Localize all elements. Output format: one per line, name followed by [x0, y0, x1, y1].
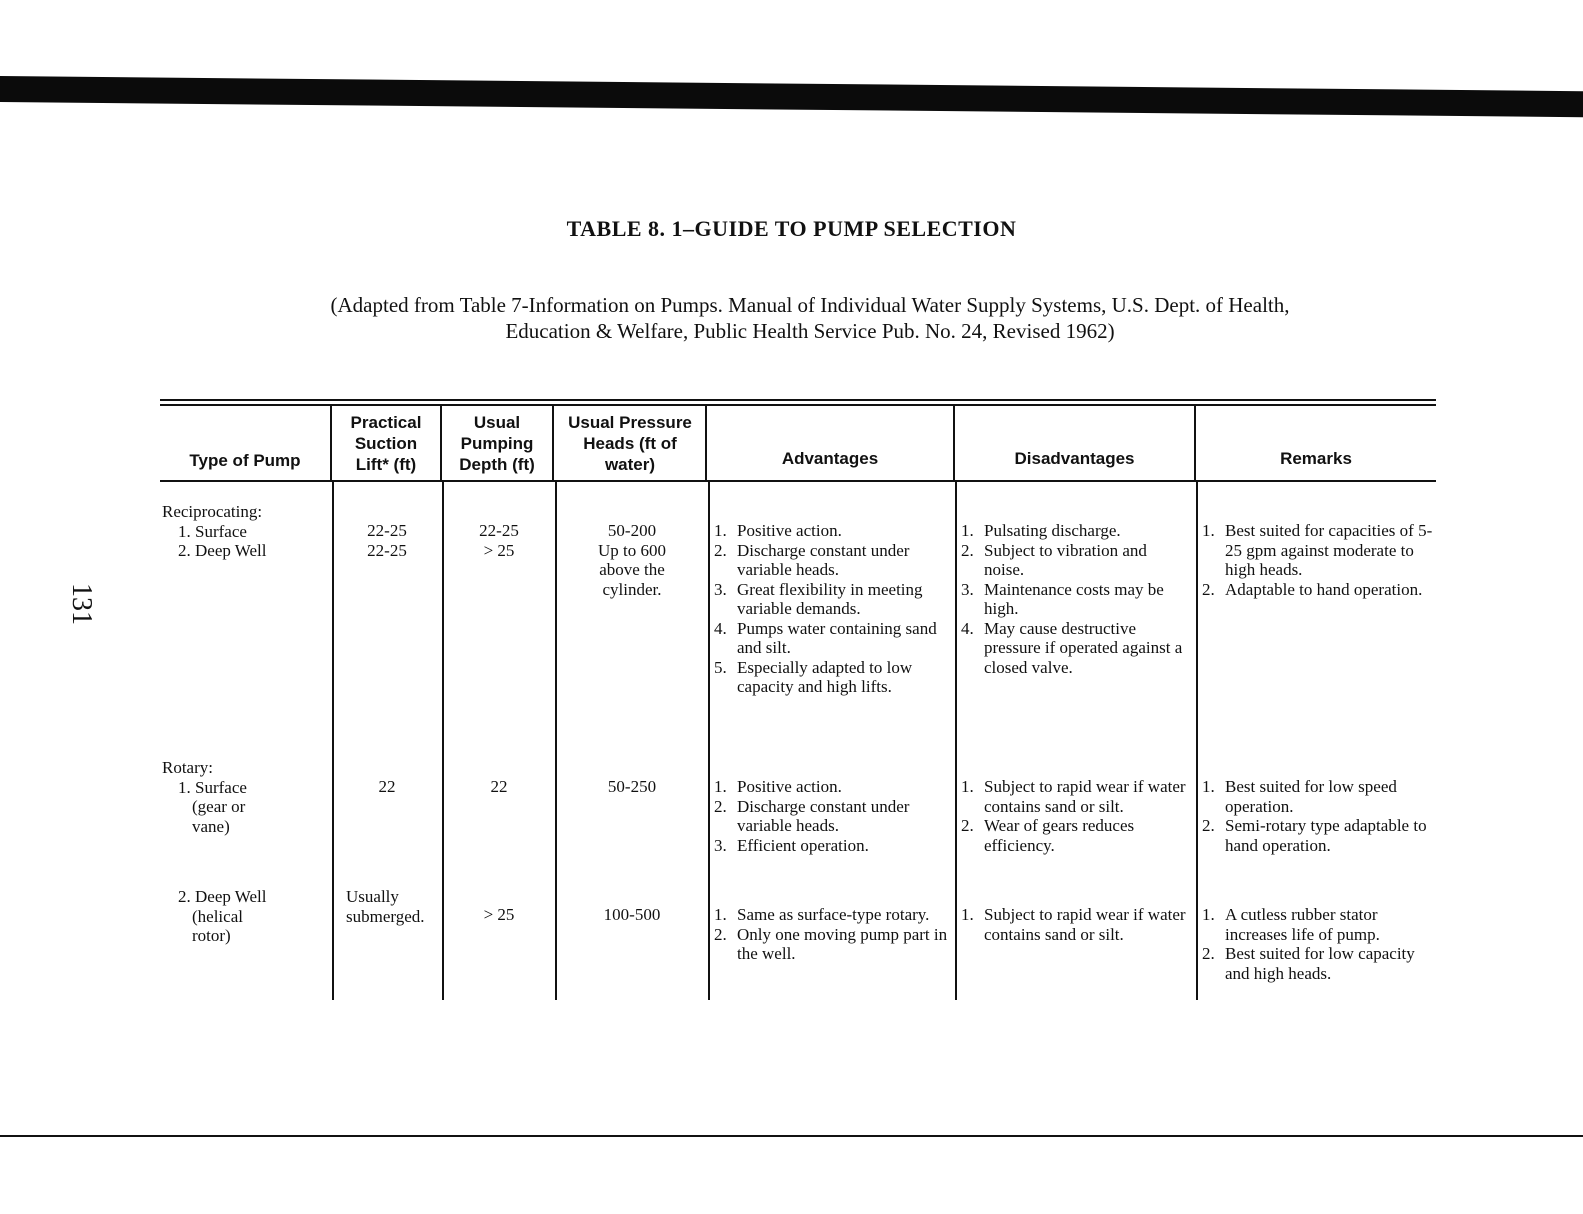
pump-type: 2. Deep Well: [178, 887, 267, 906]
value: submerged.: [346, 906, 425, 926]
col-divider: [955, 482, 957, 1000]
table-title: TABLE 8. 1–GUIDE TO PUMP SELECTION: [566, 216, 1017, 241]
row-rotary-surface-disadvantages: [961, 777, 1191, 855]
remark-item: Best suited for low capacity and high heads.: [1225, 944, 1415, 983]
advantage-item: Same as surface-type rotary.: [737, 905, 930, 924]
disadvantage-item: May cause destructive pressure if operated against a closed valve.: [984, 618, 1183, 677]
subtitle-line-1: (Adapted from Table 7-Information on Pumps. Manual of Individual Water Supply Systems, U.S. Dept. of Health,: [330, 293, 1290, 317]
header-line: Lift* (ft): [355, 455, 417, 474]
header-line: Practical: [350, 413, 422, 432]
pump-type: 2. Deep Well: [178, 541, 267, 560]
value: 22-25: [367, 521, 407, 540]
row-rotary-surface-depth: 22: [490, 777, 508, 796]
value: cylinder.: [602, 579, 662, 599]
top-scan-bar: [0, 76, 1583, 117]
page-number: 131: [66, 583, 97, 625]
bottom-rule: [0, 1135, 1583, 1137]
header-line: Depth (ft): [459, 455, 535, 474]
header-advantages: Advantages: [781, 449, 879, 468]
row-rotary-deep-disadvantages: [961, 905, 1191, 944]
row-reciprocating-remarks: [1202, 521, 1438, 599]
advantage-item: Pumps water containing sand and silt.: [737, 618, 937, 657]
col-divider: [708, 482, 710, 1000]
advantage-item: Great flexibility in meeting variable demands.: [737, 579, 923, 618]
advantage-item: Especially adapted to low capacity and high lifts.: [737, 657, 913, 696]
header-line: Suction: [354, 434, 418, 453]
disadvantage-item: Maintenance costs may be high.: [984, 579, 1164, 618]
header-type-of-pump: Type of Pump: [189, 451, 301, 470]
row-reciprocating-pressure: [557, 521, 707, 599]
row-rotary-surface-suction: 22: [378, 777, 396, 796]
advantage-item: Discharge constant under variable heads.: [737, 796, 910, 835]
remark-item: Semi-rotary type adaptable to hand operation.: [1225, 816, 1427, 855]
row-rotary-surface-remarks: [1202, 777, 1438, 855]
disadvantage-item: Wear of gears reduces efficiency.: [984, 816, 1135, 855]
value: Usually: [346, 887, 399, 906]
pump-group-label: Rotary:: [162, 758, 213, 777]
pump-type: 1. Surface: [178, 521, 247, 541]
header-disadvantages: Disadvantages: [1014, 449, 1135, 468]
advantage-item: Positive action.: [737, 521, 842, 540]
header-suction-lift: [332, 412, 440, 475]
row-reciprocating-advantages: [714, 521, 950, 697]
disadvantage-item: Subject to rapid wear if water contains sand or silt.: [984, 905, 1186, 944]
advantage-item: Positive action.: [737, 777, 842, 796]
header-line: Usual: [473, 413, 521, 432]
pump-type-detail: rotor): [192, 926, 231, 945]
value: above the: [599, 560, 665, 579]
row-reciprocating-type: [162, 502, 330, 561]
pump-type: 1. Surface: [178, 777, 247, 797]
pump-type-detail: (helical: [192, 906, 243, 926]
row-rotary-deep-depth: > 25: [483, 905, 515, 924]
value: 50-200: [607, 521, 657, 540]
pump-type-detail: (gear or: [192, 797, 246, 816]
remark-item: A cutless rubber stator increases life of pump.: [1225, 905, 1380, 944]
row-reciprocating-suction: [334, 521, 440, 560]
subtitle-line-2: Education & Welfare, Public Health Service Pub. No. 24, Revised 1962): [505, 319, 1115, 343]
row-rotary-deep-pressure: 100-500: [603, 905, 661, 924]
disadvantage-item: Subject to vibration and noise.: [984, 540, 1147, 579]
row-rotary-deep-advantages: [714, 905, 950, 964]
value: Up to 600: [598, 540, 666, 560]
header-pumping-depth: [442, 412, 552, 475]
row-rotary-surface-type: [162, 758, 330, 836]
remark-item: Best suited for capacities of 5-25 gpm against moderate to high heads.: [1225, 521, 1433, 579]
row-reciprocating-disadvantages: [961, 521, 1191, 677]
table-subtitle: [230, 292, 1390, 344]
remark-item: Best suited for low speed operation.: [1225, 777, 1397, 816]
header-line: Usual Pressure: [568, 413, 692, 432]
row-rotary-deep-type: [162, 887, 330, 946]
remark-item: Adaptable to hand operation.: [1225, 579, 1423, 599]
row-rotary-deep-remarks: [1202, 905, 1438, 983]
row-rotary-surface-pressure: 50-250: [607, 777, 657, 796]
table-top-rule: [160, 399, 1436, 401]
header-line: water): [604, 455, 656, 474]
advantage-item: Discharge constant under variable heads.: [737, 540, 910, 579]
table-top-rule-2: [160, 404, 1436, 406]
pump-group-label: Reciprocating:: [162, 502, 263, 521]
header-pressure-heads: [554, 412, 706, 475]
row-rotary-surface-advantages: [714, 777, 950, 855]
value: > 25: [483, 540, 515, 560]
pump-type-detail: vane): [192, 816, 230, 836]
disadvantage-item: Pulsating discharge.: [984, 521, 1121, 540]
row-reciprocating-depth: [444, 521, 554, 560]
header-remarks: Remarks: [1280, 449, 1352, 468]
value: 22-25: [479, 521, 519, 540]
col-divider: [1196, 482, 1198, 1000]
header-bottom-rule: [160, 480, 1436, 482]
advantage-item: Only one moving pump part in the well.: [737, 924, 948, 963]
value: 22-25: [367, 540, 407, 560]
header-line: Heads (ft of: [583, 434, 677, 453]
row-rotary-deep-suction: [346, 887, 442, 926]
disadvantage-item: Subject to rapid wear if water contains sand or silt.: [984, 777, 1186, 816]
advantage-item: Efficient operation.: [737, 835, 869, 855]
header-line: Pumping: [460, 434, 534, 453]
